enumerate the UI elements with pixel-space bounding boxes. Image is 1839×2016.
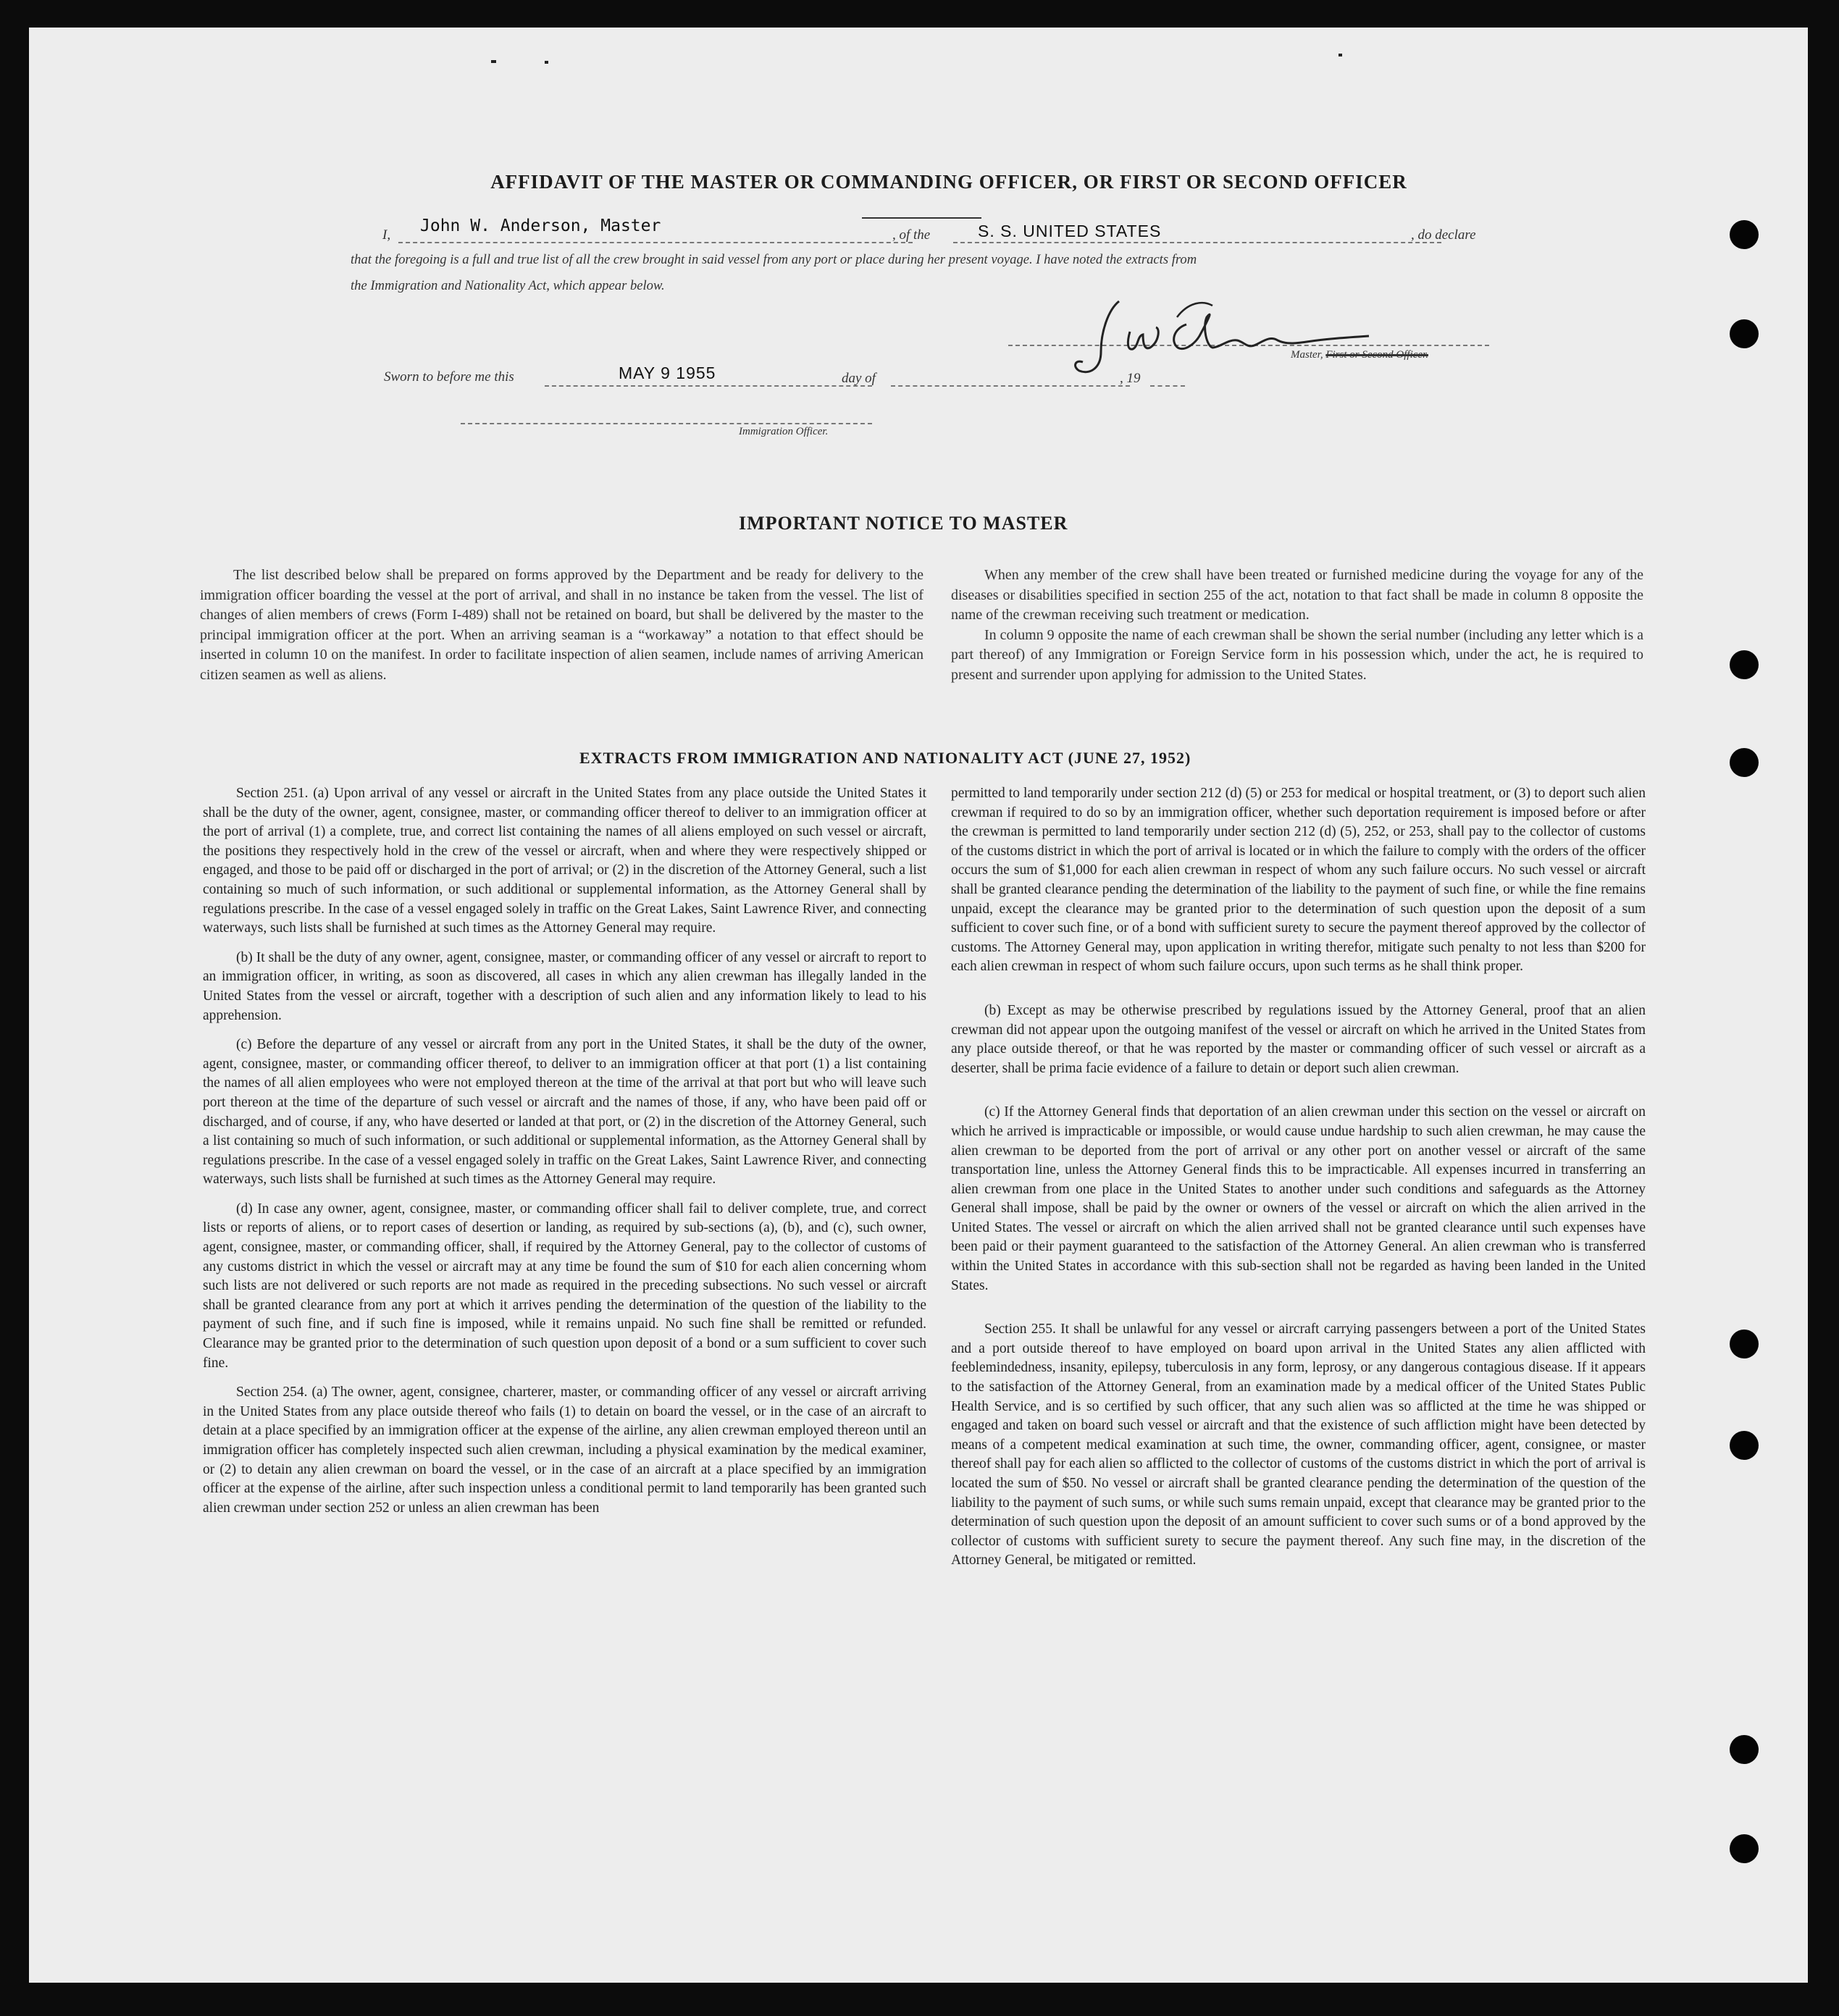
section-paragraph: Section 251. (a) Upon arrival of any vessel or aircraft in the United States from any place outside the United States it shall be the duty of the owner, agent, consignee, master, or commanding officer thereof to deliver to an immigration officer at the port of arrival (1) a complete, true, and correct list containing the names of all aliens employed on such vessel or aircraft, the positions they respectively hold in the crew of the vessel or aircraft, when and where they were respectively shipped or engaged, and those to be paid off or discharged in the port of arrival; or (2) in the discretion of the Attorney General, such a list containing so much of such information, or such additional or supplemental information, as the Attorney General shall by regulations prescribe. In the case of a vessel engaged solely in traffic on the Great Lakes, Saint Lawrence River, and connecting waterways, such lists shall be furnished at such times as the Attorney General may require. [203,786,926,936]
notice-right-paragraph: In column 9 opposite the name of each crewman shall be shown the serial number (including any letter which is a part thereof) of any Immigration or Foreign Service form in his possession which, under the act, he is required to present and surrender upon applying for admission to the United States. [951,626,1643,683]
notice-left-paragraph: The list described below shall be prepared on forms approved by the Department and be ready for delivery to the immigration officer boarding the vessel at the port of arrival, and shall in no instance be taken from the vessel. The list of changes of alien members of crews (Form I-489) shall not be retained on board, but shall be delivered by the master to the principal immigration officer at the port. When an arriving seaman is a “workaway” a notation to that effect should be inserted in column 10 on the manifest. In order to facilitate inspection of alien seamen, include names of arriving American citizen seamen as well as aliens. [200,567,923,683]
document-page [29,28,1808,1983]
punch-hole [1730,220,1759,249]
officer-struck-label: First or Second Officer. [1325,349,1428,361]
section-paragraph: (c) Before the departure of any vessel or aircraft from any port in the United States, it shall be the duty of the owner, agent, consignee, master, or commanding officer thereof, to deliver to an immigration officer at that port (1) a list containing the names of all alien employees who were not employed thereon at the time of the arrival at that port but who will leave such port thereon at the time of the departure of such vessel or aircraft and the names of those, if any, who have been paid off or discharged, and of course, if any, who have deserted or landed at that port, or (2) in the discretion of the Attorney General, such a list containing so much of such information, or such additional or supplemental information, as the Attorney General shall by regulations prescribe. In the case of a vessel engaged solely in traffic on the Great Lakes, Saint Lawrence River, and connecting waterways, such lists shall be furnished at such times as the Attorney General may require. [203,1037,926,1188]
section-paragraph: (d) In case any owner, agent, consignee, master, or commanding officer shall fail to deliver complete, true, and correct lists or reports of aliens, or to report cases of desertion or landing, as required by sub-sections (a), (b), and (c), such owner, agent, consignee, master, or commanding officer, shall, if required by the Attorney General, pay to the collector of customs of any customs district in which the vessel or aircraft may at any time be found the sum of $10 for each alien concerning whom such lists are not delivered or such reports are not made as required in the preceding subsections. No such vessel or aircraft shall be granted clearance from any port at which it arrives pending the determination of the question of the liability to the payment of such fine, and if such fine is imposed, while it remains unpaid. No such fine shall be remitted or refunded. Clearance may be granted prior to the determination of such question upon deposit of a bond or a sum sufficient to cover such fine. [203,1201,926,1371]
year-line [1150,385,1185,387]
day-of-label: day of [842,371,876,386]
section-paragraph: Section 255. It shall be unlawful for any vessel or aircraft carrying passengers between a port of the United States and a port outside thereof to have employed on board upon arrival in the United States any alien afflicted with feeblemindedness, insanity, epilepsy, tuberculosis in any form, leprosy, or any dangerous contagious disease. If it appears to the satisfaction of the Attorney General, from an examination made by a medical officer of the United States Public Health Service, and is so certified by such officer, that any such alien was so afflicted at the time he was shipped or engaged and taken on board such vessel or aircraft and that the existence of such affliction might have been detected by means of a competent medical examination at such time, the owner, commanding officer, agent, consignee, or master thereof shall pay for each alien so afflicted to the collector of customs of the customs district in which the port of arrival is located the sum of $50. No vessel or aircraft shall be granted clearance pending the determination of the question of the liability to the payment of such sums, or while such sums remain unpaid, except that clearance may be granted prior to the determination of such question upon the deposit of an amount sufficient to cover such sums or of a bond approved by the collector of customs with sufficient surety to secure the payment thereof. Any such fine may, in the discretion of the Attorney General, be mitigated or remitted. [951,1322,1646,1568]
master-name: John W. Anderson, Master [420,217,661,235]
i-label: I, [382,227,391,243]
punch-hole [1730,1431,1759,1460]
officer-signature-line [461,423,872,424]
handwritten-signature [1057,295,1398,382]
title-underline [862,217,981,219]
section-paragraph: (b) Except as may be otherwise prescribed by regulations issued by the Attorney General, proof that an alien crewman did not appear upon the outgoing manifest of the vessel or aircraft on which he arrived in the United States from any place outside thereof, or that he was reported by the master or commanding officer of such vessel or aircraft as a deserter, shall be prima facie evidence of a failure to detain or deport such alien crewman. [951,1002,1646,1076]
master-label [1291,349,1428,361]
scan-speck [545,61,548,64]
notice-title: IMPORTANT NOTICE TO MASTER [739,513,1068,534]
punch-hole [1730,748,1759,777]
scan-speck [491,60,496,63]
vessel-line [953,242,1441,243]
declaration-text-1: that the foregoing is a full and true list of all the crew brought in said vessel from any port or place during her present voyage. I have noted the extracts from [351,252,1197,267]
month-line [891,385,1130,387]
punch-hole [1730,650,1759,679]
punch-hole [1730,1330,1759,1358]
do-declare-label: , do declare [1411,227,1476,243]
declaration-text-2: the Immigration and Nationality Act, which appear below. [351,278,665,293]
section-paragraph: (c) If the Attorney General finds that deportation of an alien crewman under this section on the vessel or aircraft on which he arrived is impracticable or impossible, or would cause undue hardship to such alien crewman, he may cause the alien crewman to be deported from the port of arrival or any other port on another vessel or aircraft of the same transportation line, unless the Attorney General finds this to be impracticable. All expenses incurred in transferring an alien crewman from one place in the United States to another under such conditions and safeguards as the Attorney General shall impose, shall be paid by the owner or owners of the vessel or aircraft on which the alien arrived in the United States. The vessel or aircraft on which the alien arrived shall not be granted clearance until such expenses have been paid or their payment guaranteed to the satisfaction of the Attorney General. An alien crewman who is transferred within the United States in accordance with this sub-section shall not be regarded as having been landed in the United States. [951,1104,1646,1293]
vessel-name: S. S. UNITED STATES [978,222,1162,240]
sworn-date: MAY 9 1955 [619,364,716,382]
notice-left-column [200,566,923,685]
punch-hole [1730,1735,1759,1764]
immigration-officer-label: Immigration Officer. [739,426,829,437]
section-paragraph: (b) It shall be the duty of any owner, agent, consignee, master, or commanding officer of any vessel or aircraft to report to an immigration officer, in writing, as soon as discovered, all cases in which any alien crewman has illegally landed in the United States from the vessel or aircraft, together with a description of such alien and any information likely to lead to his apprehension. [203,949,926,1023]
name-line [398,242,913,243]
affidavit-title: AFFIDAVIT OF THE MASTER OR COMMANDING OFFICER, OR FIRST OR SECOND OFFICER [490,171,1407,193]
extracts-right-column [951,784,1646,1571]
punch-hole [1730,319,1759,348]
scan-speck [1339,54,1342,56]
section-paragraph: Section 254. (a) The owner, agent, consignee, charterer, master, or commanding officer of any vessel or aircraft arriving in the United States from any place outside thereof who fails (1) to detain on board the vessel, or in the case of an aircraft to detain at a place specified by an immigration officer at the expense of the airline, any alien crewman employed thereon until an immigration officer has completely inspected such alien crewman, including a physical examination by the medical examiner, or (2) to detain any alien crewman on board the vessel, or in the case of an aircraft at a place specified by an immigration officer at the expense of the airline, after such inspection unless a conditional permit to land temporarily has been granted such alien crewman under section 252 or unless an alien crewman has been [203,1385,926,1516]
master-title: Master, [1291,349,1323,361]
of-the-label: , of the [892,227,931,243]
year-label: , 19 [1120,371,1141,386]
extracts-left-column [203,784,926,1518]
sworn-label: Sworn to before me this [384,369,514,385]
extracts-title: EXTRACTS FROM IMMIGRATION AND NATIONALITY ACT (JUNE 27, 1952) [579,749,1191,767]
notice-right-column [951,566,1643,685]
notice-right-paragraph: When any member of the crew shall have been treated or furnished medicine during the voyage for any of the diseases or disabilities specified in section 255 of the act, notation to that fact shall be made in column 8 opposite the name of the crewman receiving such treatment or medication. [951,567,1643,623]
section-paragraph: permitted to land temporarily under section 212 (d) (5) or 253 for medical or hospital treatment, or (3) to deport such alien crewman if required to do so by an immigration officer, whether such deportation requirement is imposed before or after the crewman is permitted to land temporarily under section 212 (d) (5), 252, or 253, shall pay to the collector of customs of the customs district in which the port of arrival is located or in which the failure to comply with the orders of the officer occurs the sum of $1,000 for each alien crewman in respect of whom any such failure occurs. No such vessel or aircraft shall be granted clearance pending the determination of the liability to the payment of such fine, or while the fine remains unpaid, except the clearance may be granted prior to the determination of such question upon the deposit of a sum sufficient to cover such fine, or of a bond with sufficient surety to secure the payment thereof approved by the collector of customs. The Attorney General may, upon application in writing therefor, mitigate such penalty to not less than $200 for each alien crewman in respect of whom such failure occurs, upon such terms as he shall think proper. [951,786,1646,975]
punch-hole [1730,1834,1759,1863]
sworn-date-line [545,385,872,387]
